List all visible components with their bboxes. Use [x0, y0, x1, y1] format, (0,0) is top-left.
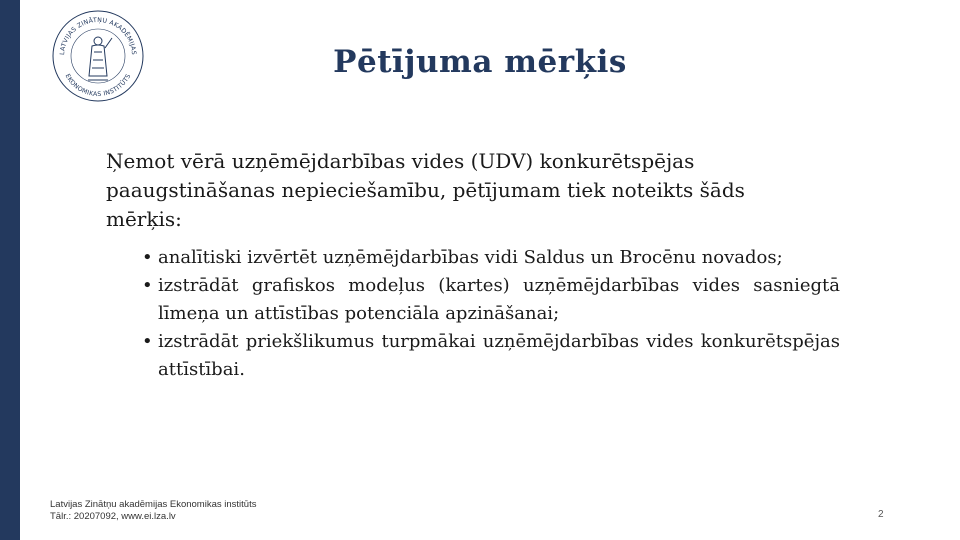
list-item [142, 328, 840, 384]
list-item-text: analītiski izvērtēt uzņēmējdarbības vidi Saldus un Brocēnu novados; [158, 247, 783, 268]
bullet-marker: • [142, 331, 153, 352]
list-item [142, 272, 840, 328]
list-item [142, 244, 840, 272]
footer-contact: Tālr.: 20207092, www.ei.lza.lv [50, 511, 176, 522]
bullet-marker: • [142, 247, 153, 268]
objectives-list [142, 244, 840, 384]
footer-org-name: Latvijas Zinātņu akadēmijas Ekonomikas institūts [50, 499, 257, 510]
footer-organization [50, 499, 256, 523]
bullet-marker: • [142, 275, 153, 296]
page-number: 2 [878, 509, 884, 520]
slide-title: Pētījuma mērķis [333, 44, 627, 80]
intro-paragraph: Ņemot vērā uzņēmējdarbības vides (UDV) konkurētspējas paaugstināšanas nepieciešamību, pētījumam tiek noteikts šāds mērķis: [106, 149, 745, 231]
list-item-text: izstrādāt grafiskos modeļus (kartes) uzņēmējdarbības vides sasniegtā līmeņa un attīstības potenciāla apzināšanai; [158, 275, 840, 324]
logo-text-top: LATVIJAS ZINĀTŅU AKADĒMIJAS [58, 16, 138, 56]
logo-text-bottom: EKONOMIKAS INSTITŪTS [63, 72, 133, 99]
list-item-text: izstrādāt priekšlikumus turpmākai uzņēmējdarbības vides konkurētspējas attīstībai. [158, 331, 840, 380]
left-accent-bar [0, 0, 20, 540]
